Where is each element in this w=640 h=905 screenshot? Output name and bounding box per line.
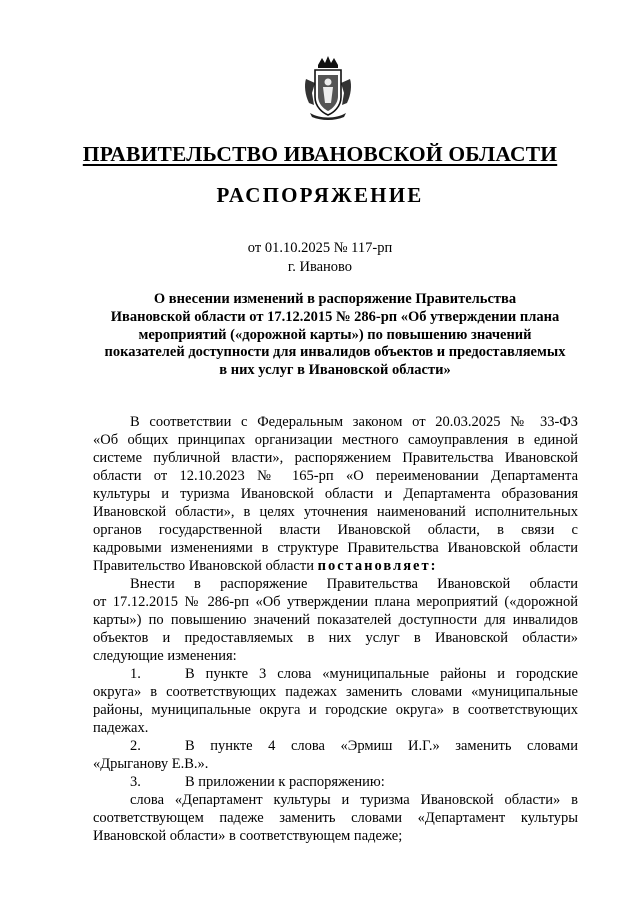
body-line: следующие изменения:: [93, 648, 237, 664]
body-line: карты») по повышению значений показателей доступности для инвалидов: [93, 612, 578, 628]
heading-line: Ивановской области от 17.12.2015 № 286-рп «Об утверждении плана: [110, 308, 560, 325]
item-number: 3.: [130, 774, 141, 790]
body-line: кадровыми изменениями в структуре Правительства Ивановской области: [93, 540, 578, 556]
body-line: округа» в соответствующих падежах заменить словами «муниципальные: [93, 684, 578, 700]
heading-line: мероприятий («дорожной карты») по повышению значений: [138, 326, 532, 343]
body-line: В соответствии с Федеральным законом от 20.03.2025 № 33-ФЗ: [130, 414, 578, 430]
colon: :: [430, 558, 436, 574]
body-line: области от 12.10.2023 № 165-рп «О переименовании Департамента: [93, 468, 578, 484]
item-text: В пункте 3 слова «муниципальные районы и городские: [185, 666, 578, 682]
list-item-2: [93, 737, 578, 755]
body-line: соответствующем падеже заменить словами «Департамент культуры: [93, 810, 578, 826]
coat-of-arms-icon: [300, 55, 356, 121]
heading-line: в них услуг в Ивановской области»: [219, 362, 451, 379]
document-heading: [92, 291, 578, 380]
body-line: «Дрыганову Е.В.».: [93, 756, 209, 772]
item-number: 2.: [130, 738, 141, 754]
item-text: В приложении к распоряжению:: [185, 774, 385, 790]
body-line: Ивановской области», в целях уточнения наименований исполнительных: [93, 504, 578, 520]
item-number: 1.: [130, 666, 141, 682]
body-line: Ивановской области» в соответствующем падеже;: [93, 828, 403, 844]
item-text: В пункте 4 слова «Эрмиш И.Г.» заменить словами: [185, 738, 578, 754]
body-line: падежах.: [93, 720, 149, 736]
document-body: [93, 413, 578, 845]
list-item-1: [93, 665, 578, 683]
list-item-3: [93, 773, 578, 791]
document-date-number: от 01.10.2025 № 117-рп: [247, 240, 393, 256]
document-type: РАСПОРЯЖЕНИЕ: [216, 183, 424, 207]
body-line: Внести в распоряжение Правительства Ивановской области: [130, 576, 578, 592]
body-line: органов государственной власти Ивановской области, в связи с: [93, 522, 578, 538]
body-line: от 17.12.2015 № 286-рп «Об утверждении плана мероприятий («дорожной: [93, 594, 578, 610]
government-title: ПРАВИТЕЛЬСТВО ИВАНОВСКОЙ ОБЛАСТИ: [82, 142, 558, 166]
heading-line: показателей доступности для инвалидов объектов и предоставляемых: [104, 344, 566, 361]
document-city: г. Иваново: [287, 259, 353, 275]
body-line-last: [93, 557, 578, 575]
body-line: культуры и туризма Ивановской области и Департамента образования: [93, 486, 578, 502]
body-line: системе публичной власти», распоряжением Правительства Ивановской: [93, 450, 578, 466]
body-line: «Об общих принципах организации местного самоуправления в единой: [93, 432, 578, 448]
body-line: объектов и предоставляемых в них услуг в Ивановской области»: [93, 630, 578, 646]
body-text: Правительство Ивановской области: [93, 558, 318, 574]
resolves-word: постановляет: [317, 558, 431, 574]
body-line: районы, муниципальные округа и городские округа» в соответствующих: [93, 702, 578, 718]
heading-line: О внесении изменений в распоряжение Правительства: [153, 291, 517, 307]
body-line: слова «Департамент культуры и туризма Ивановской области» в: [130, 792, 578, 808]
